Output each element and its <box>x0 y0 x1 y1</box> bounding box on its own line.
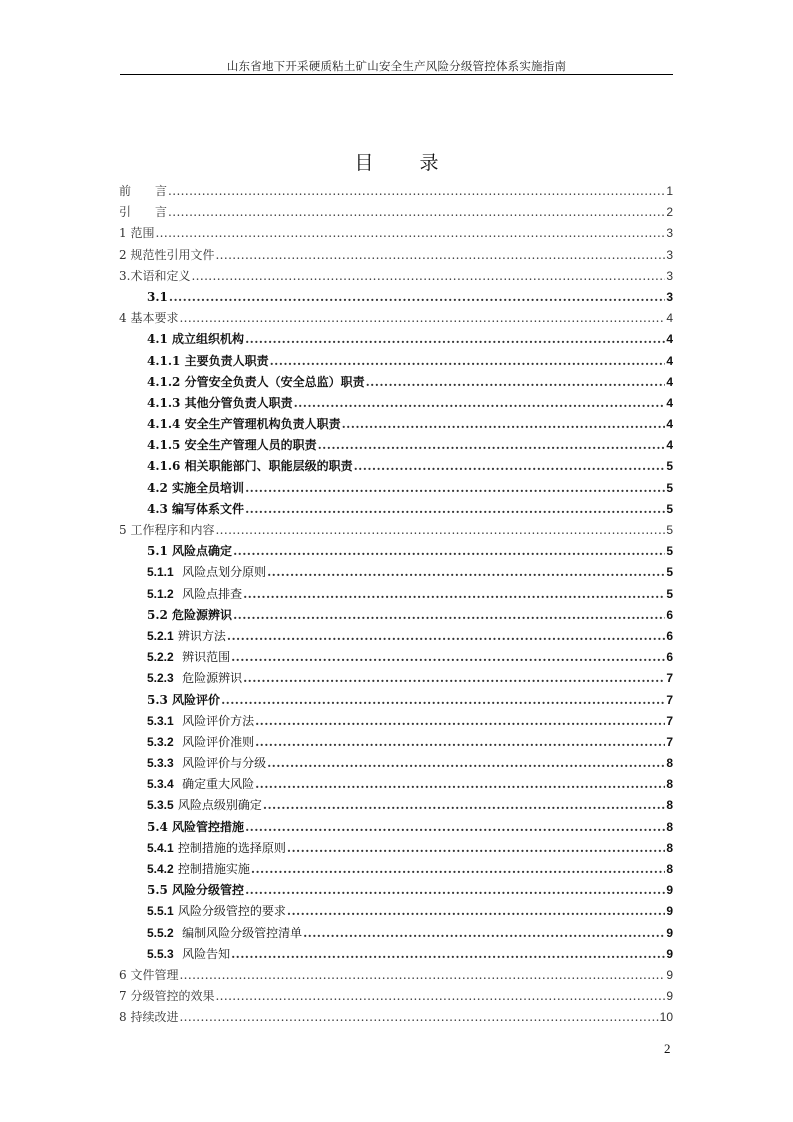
toc-entry[interactable] <box>119 880 673 901</box>
dot-leader <box>221 690 665 711</box>
toc-entry-page: 5 <box>666 480 673 495</box>
toc-entry-label: 前 言 <box>119 184 168 198</box>
toc-entry-label: 5 工作程序和内容 <box>119 523 215 537</box>
toc-entry-number: 5.3.4 <box>147 777 174 792</box>
toc-entry[interactable] <box>119 584 673 605</box>
toc-entry[interactable] <box>119 181 673 202</box>
toc-entry[interactable] <box>119 690 673 711</box>
toc-entry[interactable] <box>119 562 673 583</box>
dot-leader <box>155 223 665 244</box>
toc-entry-page: 4 <box>666 395 673 410</box>
toc-entry-text: 风险评价准则 <box>182 734 255 749</box>
toc-entry-label <box>147 944 230 965</box>
toc-entry[interactable] <box>119 245 673 266</box>
toc-entry-number: 5.3.2 <box>147 734 174 749</box>
toc-entry-label: 4.1.4 安全生产管理机构负责人职责 <box>147 417 341 432</box>
toc-entry-number: 5.2.2 <box>147 650 174 665</box>
dot-leader <box>245 478 665 499</box>
toc-entry-page: 8 <box>666 756 673 771</box>
toc-entry-label: 4.1.2 分管安全负责人（安全总监）职责 <box>147 374 365 389</box>
dot-leader <box>169 287 665 308</box>
toc-entry[interactable] <box>119 626 673 647</box>
toc-entry[interactable] <box>119 986 673 1007</box>
toc-entry-label: 3.术语和定义 <box>119 268 191 283</box>
toc-entry-number: 5.2.1 <box>147 628 174 643</box>
dot-leader <box>270 351 666 372</box>
dot-leader <box>251 859 665 880</box>
toc-entry-text: 危险源辨识 <box>182 671 243 686</box>
toc-entry-number: 5.1.2 <box>147 586 174 601</box>
toc-entry-label <box>147 668 242 689</box>
toc-entry[interactable] <box>119 372 673 393</box>
toc-entry-page: 3 <box>666 289 673 304</box>
toc-entry[interactable] <box>119 435 673 456</box>
toc-entry-page: 7 <box>666 671 673 686</box>
toc-entry-page: 7 <box>666 734 673 749</box>
toc-entry-text: 辨识方法 <box>177 628 226 643</box>
dot-leader <box>231 944 665 965</box>
toc-entry-label <box>147 838 286 859</box>
toc-entry-page: 10 <box>659 1010 673 1025</box>
toc-entry-text: 辨识范围 <box>182 650 231 665</box>
toc-entry-text: 编制风险分级管控清单 <box>182 925 303 940</box>
toc-entry-page: 4 <box>666 438 673 453</box>
toc-entry[interactable] <box>119 647 673 668</box>
toc-entry-label: 4.3 编写体系文件 <box>147 501 245 516</box>
toc-entry-text: 风险分级管控的要求 <box>177 904 286 919</box>
toc-entry-page: 8 <box>666 862 673 876</box>
dot-leader <box>354 456 666 477</box>
toc-entry-page: 9 <box>666 925 673 940</box>
toc-entry[interactable] <box>119 859 673 880</box>
toc-entry-page: 4 <box>666 311 673 326</box>
toc-entry-page: 8 <box>666 840 673 855</box>
toc-entry-page: 4 <box>666 417 673 432</box>
toc-entry-label: 6 文件管理 <box>119 967 179 982</box>
toc-entry-page: 9 <box>666 883 673 898</box>
toc-entry-page: 1 <box>666 184 673 198</box>
toc-entry-text: 风险点划分原则 <box>182 565 267 580</box>
dot-leader <box>267 562 665 583</box>
toc-entry-label <box>147 711 254 732</box>
toc-entry[interactable] <box>119 393 673 414</box>
toc-entry-text: 风险评价方法 <box>182 713 255 728</box>
toc-entry-page: 6 <box>666 628 673 643</box>
toc-entry[interactable] <box>119 1007 673 1028</box>
toc-entry-number: 5.4.1 <box>147 840 174 855</box>
toc-entry[interactable] <box>119 202 673 223</box>
dot-leader <box>227 626 665 647</box>
toc-entry-text: 控制措施的选择原则 <box>177 840 286 855</box>
toc-entry-number: 5.4.2 <box>147 862 174 876</box>
dot-leader <box>168 202 665 223</box>
dot-leader <box>245 329 665 350</box>
toc-entry[interactable] <box>119 923 673 944</box>
toc-entry-text: 风险点排查 <box>182 586 243 601</box>
toc-entry-label: 7 分级管控的效果 <box>119 989 215 1004</box>
toc-entry-label <box>147 732 254 753</box>
dot-leader <box>303 923 665 944</box>
toc-entry-label <box>147 923 302 944</box>
dot-leader <box>233 605 665 626</box>
dot-leader <box>287 838 665 859</box>
toc-entry-number: 5.1.1 <box>147 565 174 580</box>
toc-entry-number: 5.3.5 <box>147 798 174 813</box>
toc-entry[interactable] <box>119 774 673 795</box>
toc-entry-text: 风险点级别确定 <box>177 798 262 813</box>
dot-leader <box>342 414 666 435</box>
toc-entry[interactable] <box>119 965 673 986</box>
toc-entry-label: 8 持续改进 <box>119 1010 179 1025</box>
toc-entry-label: 4.1.5 安全生产管理人员的职责 <box>147 438 317 453</box>
toc-entry-number: 5.5.2 <box>147 925 174 940</box>
dot-leader <box>255 732 665 753</box>
toc-entry-page: 5 <box>666 501 673 516</box>
toc-entry-page: 9 <box>666 967 673 982</box>
toc-entry-page: 5 <box>666 523 673 537</box>
dot-leader <box>245 880 665 901</box>
toc-entry-page: 7 <box>666 692 673 707</box>
toc-entry[interactable] <box>119 478 673 499</box>
toc-entry-number: 5.5.3 <box>147 946 174 961</box>
toc-entry[interactable] <box>119 711 673 732</box>
toc-entry-page: 9 <box>666 904 673 919</box>
toc-entry-label <box>147 626 226 647</box>
dot-leader <box>179 1007 658 1028</box>
toc-entry-page: 5 <box>666 565 673 580</box>
toc-entry[interactable] <box>119 901 673 922</box>
dot-leader <box>231 647 665 668</box>
dot-leader <box>179 308 665 329</box>
dot-leader <box>366 372 666 393</box>
toc-entry-page: 6 <box>666 607 673 622</box>
toc-entry-page: 4 <box>666 332 673 347</box>
header-divider <box>120 74 673 75</box>
dot-leader <box>168 181 665 202</box>
toc-entry-label <box>147 753 266 774</box>
toc-entry[interactable] <box>119 351 673 372</box>
toc-entry-text: 确定重大风险 <box>182 777 255 792</box>
toc-entry-label: 4.2 实施全员培训 <box>147 480 245 495</box>
toc-entry-label: 4.1.1 主要负责人职责 <box>147 353 269 368</box>
toc-entry-label: 引 言 <box>119 205 168 220</box>
toc-entry[interactable] <box>119 605 673 626</box>
dot-leader <box>215 245 665 266</box>
dot-leader <box>191 266 665 287</box>
dot-leader <box>245 817 665 838</box>
toc-entry[interactable] <box>119 817 673 838</box>
toc-entry[interactable] <box>119 329 673 350</box>
toc-entry-page: 7 <box>666 713 673 728</box>
dot-leader <box>255 711 665 732</box>
dot-leader <box>263 795 665 816</box>
toc-entry-label: 5.4 风险管控措施 <box>147 819 245 834</box>
toc-entry-page: 8 <box>666 819 673 834</box>
toc-entry-page: 4 <box>666 353 673 368</box>
toc-entry-label <box>147 901 286 922</box>
toc-entry-label <box>147 584 242 605</box>
toc-entry-label: 4.1 成立组织机构 <box>147 332 245 347</box>
toc-entry[interactable] <box>119 414 673 435</box>
dot-leader <box>243 668 665 689</box>
dot-leader <box>318 435 666 456</box>
toc-entry-number: 5.3.1 <box>147 713 174 728</box>
toc-entry-label: 5.3 风险评价 <box>147 692 221 707</box>
toc-entry-page: 5 <box>666 544 673 559</box>
toc-entry-page: 8 <box>666 798 673 813</box>
toc-entry[interactable] <box>119 499 673 520</box>
toc-entry[interactable] <box>119 795 673 816</box>
dot-leader <box>179 965 665 986</box>
toc-entry[interactable] <box>119 944 673 965</box>
toc-entry-page: 4 <box>666 374 673 389</box>
toc-entry-page: 9 <box>666 989 673 1004</box>
toc-entry-page: 9 <box>666 946 673 961</box>
toc-entry-number: 5.2.3 <box>147 671 174 686</box>
toc-entry-text: 控制措施实施 <box>177 862 250 876</box>
toc-entry[interactable] <box>119 838 673 859</box>
toc-entry-label: 4 基本要求 <box>119 311 179 326</box>
dot-leader <box>294 393 666 414</box>
toc-entry-label: 1 范围 <box>119 226 155 241</box>
toc-entry-page: 3 <box>666 247 673 262</box>
dot-leader <box>267 753 665 774</box>
toc-entry-page: 5 <box>666 459 673 474</box>
toc-entry-page: 6 <box>666 650 673 665</box>
toc-entry-label <box>147 859 250 880</box>
toc-entry-label: 4.1.3 其他分管负责人职责 <box>147 395 293 410</box>
toc-entry-label: 5.2 危险源辨识 <box>147 607 233 622</box>
toc-entry-text: 风险评价与分级 <box>182 756 267 771</box>
toc-entry-label: 4.1.6 相关职能部门、职能层级的职责 <box>147 459 353 474</box>
toc-entry[interactable] <box>119 308 673 329</box>
dot-leader <box>287 901 665 922</box>
toc-entry-number: 5.3.3 <box>147 756 174 771</box>
toc-entry[interactable] <box>119 520 673 541</box>
toc-entry[interactable] <box>119 753 673 774</box>
toc-entry-label: 5.1 风险点确定 <box>147 544 233 559</box>
toc-entry-label: 5.5 风险分级管控 <box>147 883 245 898</box>
toc-entry-label <box>147 774 254 795</box>
page-number: 2 <box>664 1041 671 1056</box>
toc-entry[interactable] <box>119 541 673 562</box>
toc-entry-label: 2 规范性引用文件 <box>119 247 215 262</box>
toc-entry-label <box>147 647 230 668</box>
toc-entry-page: 8 <box>666 777 673 792</box>
toc-entry-label <box>147 562 266 583</box>
running-header: 山东省地下开采硬质粘土矿山安全生产风险分级管控体系实施指南 <box>226 59 567 73</box>
toc-entry-page: 2 <box>666 205 673 220</box>
toc-entry-page: 5 <box>666 586 673 601</box>
toc-entry[interactable] <box>119 223 673 244</box>
toc-title: 目 录 <box>354 152 459 174</box>
dot-leader <box>233 541 665 562</box>
toc-entry[interactable] <box>119 668 673 689</box>
dot-leader <box>215 986 665 1007</box>
toc-entry-page: 3 <box>666 226 673 241</box>
dot-leader <box>245 499 665 520</box>
toc-entry-page: 3 <box>666 268 673 283</box>
toc-entry[interactable] <box>119 266 673 287</box>
toc-entry-text: 风险告知 <box>182 946 231 961</box>
toc-entry-label: 3.1 <box>147 289 168 304</box>
toc-entry-number: 5.5.1 <box>147 904 174 919</box>
dot-leader <box>215 520 665 541</box>
toc-entry[interactable] <box>119 456 673 477</box>
dot-leader <box>243 584 665 605</box>
dot-leader <box>255 774 665 795</box>
toc-entry-label <box>147 795 262 816</box>
toc-entry[interactable] <box>119 732 673 753</box>
toc-entry[interactable] <box>119 287 673 308</box>
table-of-contents <box>119 181 673 1029</box>
